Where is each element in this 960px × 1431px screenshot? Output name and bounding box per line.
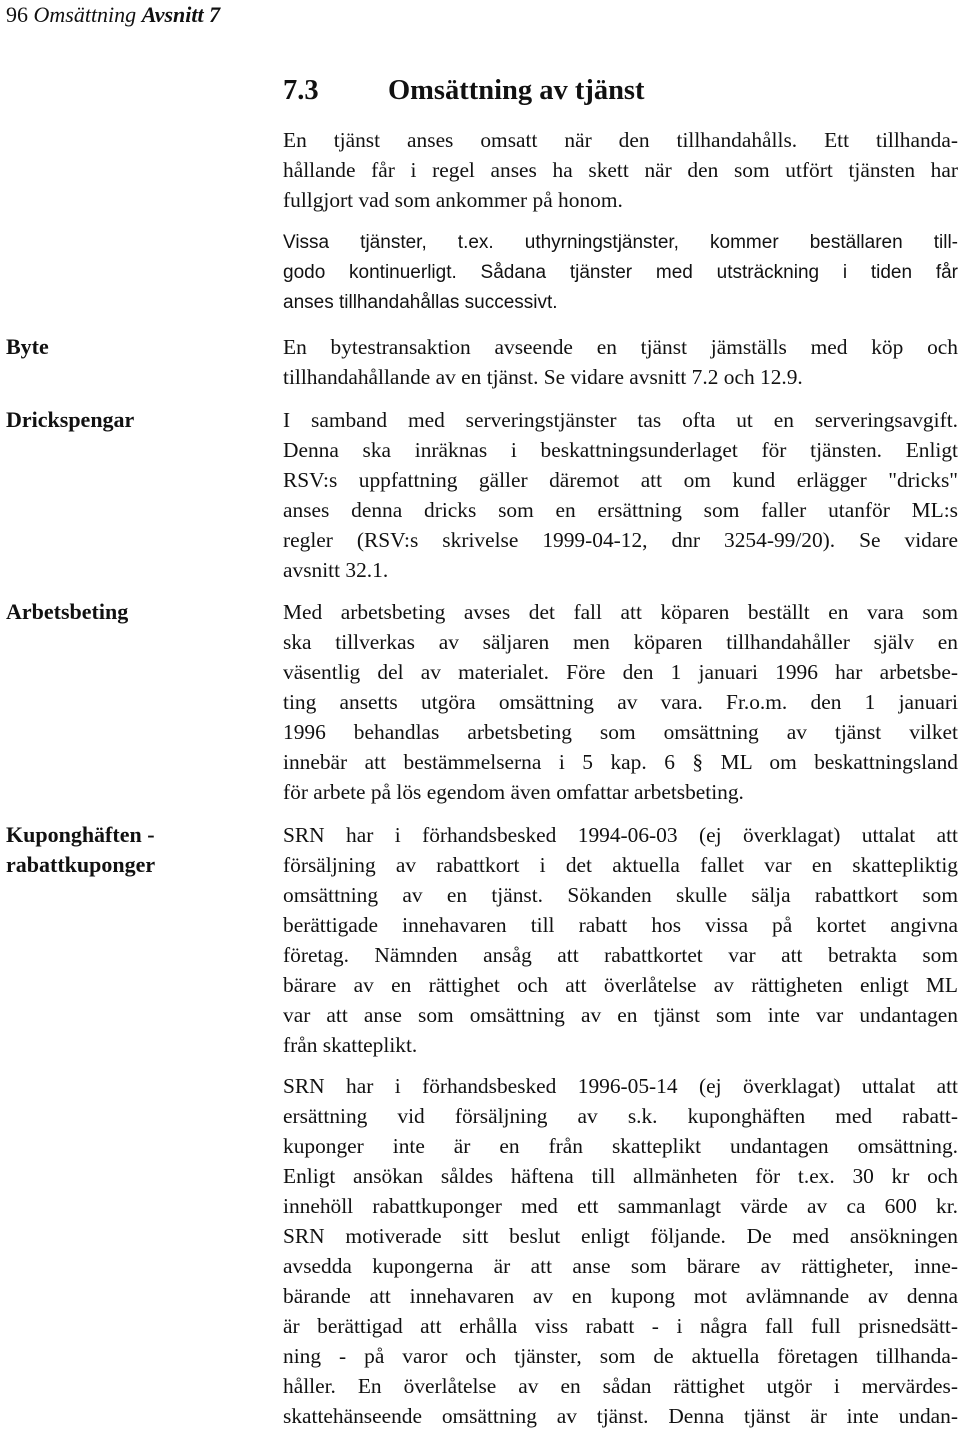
text-line: företag. Nämnden ansåg att rabattkortet var att betrakta som	[283, 943, 958, 967]
text-line: SRN har i förhandsbesked 1994-06-03 (ej överklagat) uttalat att	[283, 823, 958, 847]
paragraph-6	[283, 820, 958, 1060]
section-heading	[283, 72, 645, 110]
text-line: SRN motiverade sitt beslut enligt följande. De med ansökningen	[283, 1224, 958, 1248]
text-line: hållande får i regel anses ha skett när den som utfört tjänsten har	[283, 158, 958, 182]
text-line: ska tillverkas av säljaren men köparen tillhandahåller själv en	[283, 630, 958, 654]
text-line: I samband med serveringstjänster tas ofta ut en serveringsavgift.	[283, 408, 958, 432]
text-line: anses tillhandahållas successivt.	[283, 292, 558, 313]
paragraph-2	[283, 228, 958, 318]
text-line: omsättning av en tjänst. Sökanden skulle sälja rabattkort som	[283, 883, 958, 907]
text-line: var att anse som omsättning av en tjänst som inte var undantagen	[283, 1003, 958, 1027]
text-line: Med arbetsbeting avses det fall att köparen beställt en vara som	[283, 600, 958, 624]
text-line: berättigade innehavaren till rabatt hos vissa på kortet angivna	[283, 913, 958, 937]
margin-note-drickspengar: Drickspengar	[6, 407, 135, 432]
paragraph-4	[283, 405, 958, 585]
paragraph-5	[283, 597, 958, 807]
text-line: kuponger inte är en från skatteplikt undantagen omsättning.	[283, 1134, 958, 1158]
margin-note-line: Kuponghäften -	[6, 822, 155, 847]
text-line: 1996 behandlas arbetsbeting som omsättning av tjänst vilket	[283, 720, 958, 744]
text-line: fullgjort vad som ankommer på honom.	[283, 188, 623, 212]
margin-note-arbetsbeting: Arbetsbeting	[6, 599, 129, 624]
text-line: regler (RSV:s skrivelse 1999-04-12, dnr 3254-99/20). Se vidare	[283, 528, 958, 552]
text-line: innebär att bestämmelserna i 5 kap. 6 § ML om beskattningsland	[283, 750, 958, 774]
margin-note-kuponghaften	[6, 820, 266, 880]
text-line: för arbete på lös egendom även omfattar arbetsbeting.	[283, 780, 744, 804]
margin-note-line: rabattkuponger	[6, 852, 156, 877]
section-label: Avsnitt 7	[141, 2, 221, 27]
text-line: bärare av en rättighet och att överlåtelse av rättigheten enligt ML	[283, 973, 958, 997]
text-line: innehöll rabattkuponger med ett sammanlagt värde av ca 600 kr.	[283, 1194, 958, 1218]
text-line: Enligt ansökan såldes häftena till allmänheten för t.ex. 30 kr och	[283, 1164, 958, 1188]
text-line: ersättning vid försäljning av s.k. kuponghäften med rabatt-	[283, 1104, 958, 1128]
text-line: anses denna dricks som en ersättning som faller utanför ML:s	[283, 498, 958, 522]
text-line: RSV:s uppfattning gäller däremot att om kund erlägger "dricks"	[283, 468, 958, 492]
section-title: Omsättning av tjänst	[388, 75, 645, 106]
text-line: En tjänst anses omsatt när den tillhandahålls. Ett tillhanda-	[283, 128, 958, 152]
text-line: En bytestransaktion avseende en tjänst jämställs med köp och	[283, 335, 958, 359]
text-line: avsedda kupongerna är att anse som bärare av rättigheter, inne-	[283, 1254, 958, 1278]
running-head	[6, 0, 220, 30]
text-line: från skatteplikt.	[283, 1033, 418, 1057]
text-line: försäljning av rabattkort i det aktuella fallet var en skattepliktig	[283, 853, 958, 877]
text-line: är berättigad att erhålla viss rabatt - i några fall full prisnedsätt-	[283, 1314, 958, 1338]
paragraph-1	[283, 125, 958, 215]
paragraph-7	[283, 1071, 958, 1431]
text-line: håller. En överlåtelse av en sådan rättighet utgör i mervärdes-	[283, 1374, 958, 1398]
section-number: 7.3	[283, 75, 319, 106]
text-line: väsentlig del av materialet. Före den 1 januari 1996 har arbetsbe-	[283, 660, 958, 684]
paragraph-3	[283, 332, 958, 392]
page-number: 96	[6, 2, 28, 27]
margin-note-byte: Byte	[6, 334, 49, 359]
text-line: avsnitt 32.1.	[283, 558, 389, 582]
text-line: Vissa tjänster, t.ex. uthyrningstjänster, kommer beställaren till-	[283, 232, 958, 253]
text-line: ting ansetts utgöra omsättning av vara. Fr.o.m. den 1 januari	[283, 690, 958, 714]
text-line: bärande att innehavaren av en kupong mot avlämnande av denna	[283, 1284, 958, 1308]
text-line: skattehänseende omsättning av tjänst. Denna tjänst är inte undan-	[283, 1404, 958, 1428]
text-line: ning - på varor och tjänster, som de aktuella företagen tillhanda-	[283, 1344, 958, 1368]
text-line: tillhandahållande av en tjänst. Se vidare avsnitt 7.2 och 12.9.	[283, 365, 803, 389]
text-line: godo kontinuerligt. Sådana tjänster med utsträckning i tiden får	[283, 262, 958, 283]
text-line: Denna ska inräknas i beskattningsunderlaget för tjänsten. Enligt	[283, 438, 958, 462]
chapter-title: Omsättning	[33, 2, 137, 27]
text-line: SRN har i förhandsbesked 1996-05-14 (ej överklagat) uttalat att	[283, 1074, 958, 1098]
